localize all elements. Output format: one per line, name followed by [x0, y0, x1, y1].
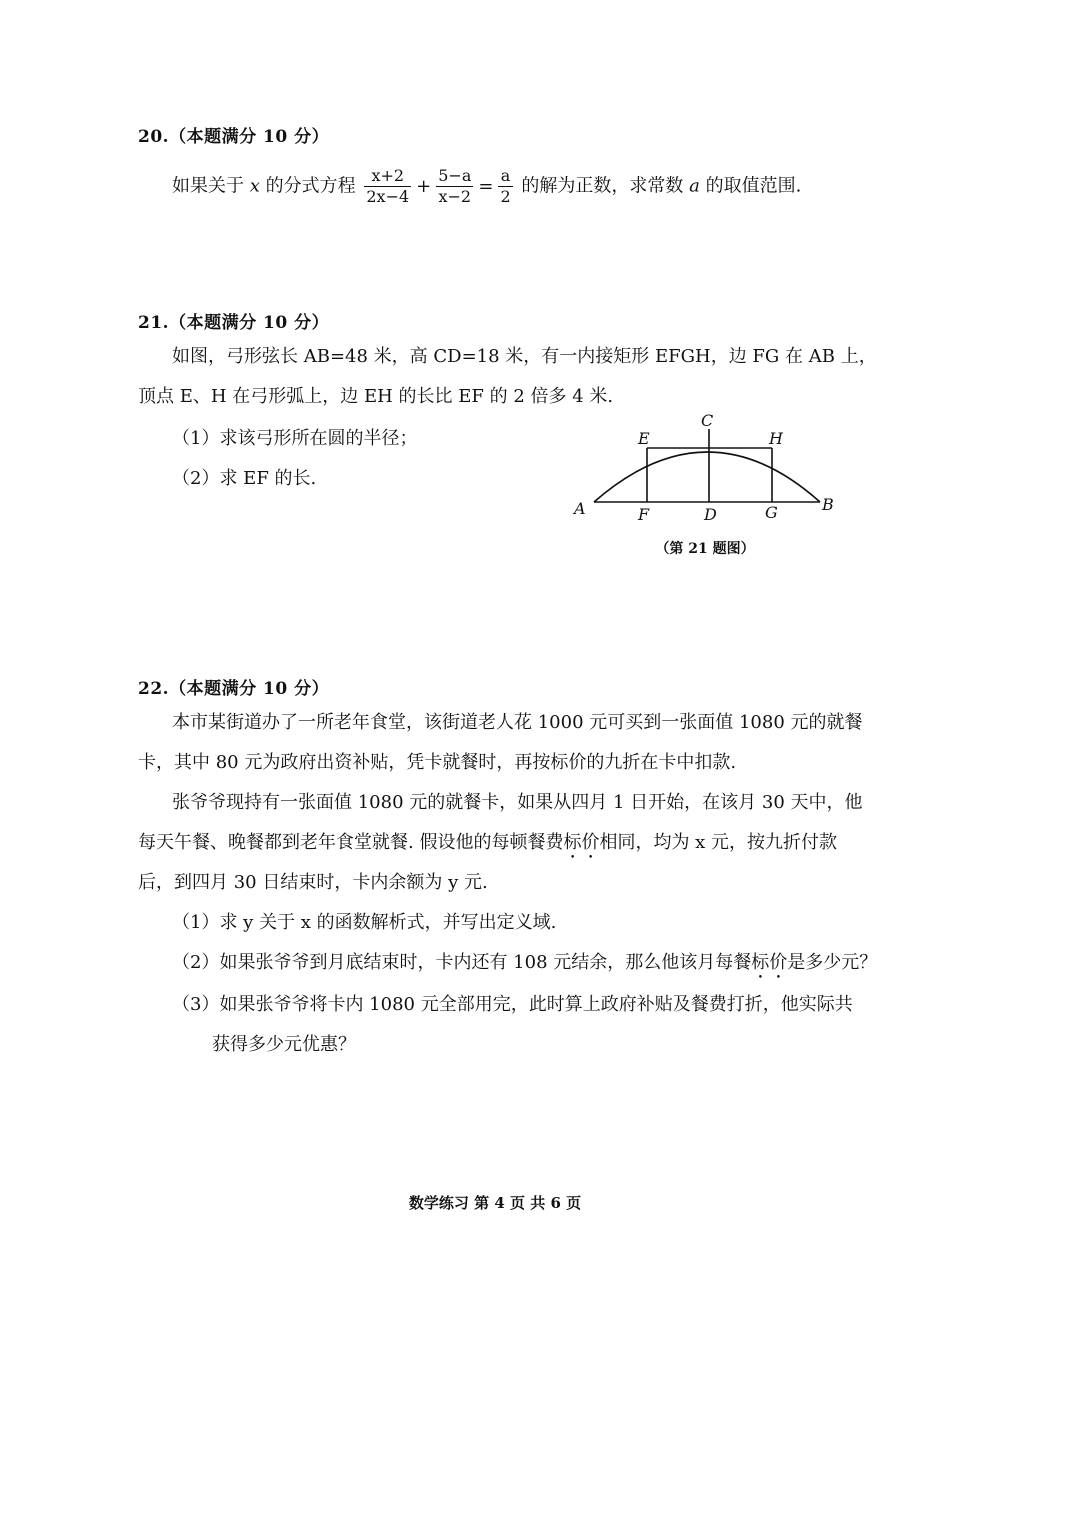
q22-p2-line-2-part-b: 相同，均为 x 元，按九折付款: [599, 832, 838, 853]
label-A: A: [574, 499, 586, 518]
q20-var-a: a: [689, 175, 700, 197]
q20-pre: 如果关于: [172, 175, 244, 197]
q21-line-2: 顶点 E、H 在弓形弧上，边 EH 的长比 EF 的 2 倍多 4 米.: [138, 386, 614, 407]
q20-mid: 的分式方程: [265, 175, 356, 197]
label-F: F: [638, 505, 650, 520]
fraction-3: [498, 166, 512, 207]
fraction-3-denominator: 2: [500, 187, 511, 206]
fraction-3-numerator: a: [498, 166, 512, 187]
q22-emphasis-price: 标价: [563, 832, 600, 853]
q21-sub-2: （2）求 EF 的长.: [172, 468, 317, 489]
fraction-2: [436, 166, 473, 207]
q22-sub-3-line-1: （3）如果张爷爷将卡内 1080 元全部用完，此时算上政府补贴及餐费打折，他实际共: [172, 994, 853, 1015]
fraction-1-denominator: 2x−4: [366, 187, 410, 206]
label-G: G: [765, 503, 778, 520]
q20-heading: 20.（本题满分 10 分）: [138, 127, 330, 147]
q22-p2-line-1: 张爷爷现持有一张面值 1080 元的就餐卡，如果从四月 1 日开始，在该月 30 天中，他: [172, 792, 863, 813]
fraction-2-denominator: x−2: [438, 187, 472, 206]
label-B: B: [822, 495, 834, 514]
q22-p1-line-2: 卡，其中 80 元为政府出资补贴，凭卡就餐时，再按标价的九折在卡中扣款.: [138, 752, 737, 773]
label-H: H: [769, 429, 783, 448]
q22-sub-2-part-b: 是多少元？: [787, 952, 878, 973]
fraction-2-numerator: 5−a: [438, 166, 472, 185]
fraction-1-numerator: x+2: [364, 166, 411, 187]
q22-sub-2: [172, 950, 877, 983]
q22-p2-line-2-part-a: 每天午餐、晚餐都到老年食堂就餐. 假设他的每顿餐费: [138, 832, 564, 853]
segment-figure: [572, 410, 842, 520]
q20-text: [172, 166, 801, 207]
q20-post: 的解为正数，求常数: [521, 175, 684, 197]
q20-var-x: x: [249, 175, 260, 197]
q20-end: 的取值范围.: [705, 175, 802, 197]
label-E: E: [638, 429, 650, 448]
equals-sign: =: [478, 175, 494, 197]
fraction-1: [364, 166, 411, 207]
figure-caption: （第 21 题图）: [655, 541, 755, 557]
q22-sub-2-part-a: （2）如果张爷爷到月底结束时，卡内还有 108 元结余，那么他该月每餐: [172, 952, 752, 973]
q21-sub-1: （1）求该弓形所在圆的半径；: [172, 428, 418, 449]
label-D: D: [704, 505, 717, 520]
q22-p2-line-2: [138, 830, 837, 863]
q22-sub-1: （1）求 y 关于 x 的函数解析式，并写出定义域.: [172, 912, 557, 933]
q22-sub-3-line-2: 获得多少元优惠？: [212, 1034, 356, 1055]
q22-heading: 22.（本题满分 10 分）: [138, 679, 330, 699]
label-C: C: [701, 411, 714, 430]
arc-AB: [594, 452, 820, 502]
q22-p2-line-3: 后，到四月 30 日结束时，卡内余额为 y 元.: [138, 872, 488, 893]
page-footer: 数学练习 第 4 页 共 6 页: [408, 1194, 582, 1212]
q22-p1-line-1: 本市某街道办了一所老年食堂，该街道老人花 1000 元可买到一张面值 1080 元的就餐: [172, 712, 863, 733]
q22-sub-2-emphasis-price: 标价: [751, 952, 788, 973]
q21-heading: 21.（本题满分 10 分）: [138, 313, 330, 333]
q21-line-1: 如图，弓形弦长 AB=48 米，高 CD=18 米，有一内接矩形 EFGH，边 FG 在 AB 上，: [172, 346, 877, 367]
plus-sign: +: [416, 175, 432, 197]
